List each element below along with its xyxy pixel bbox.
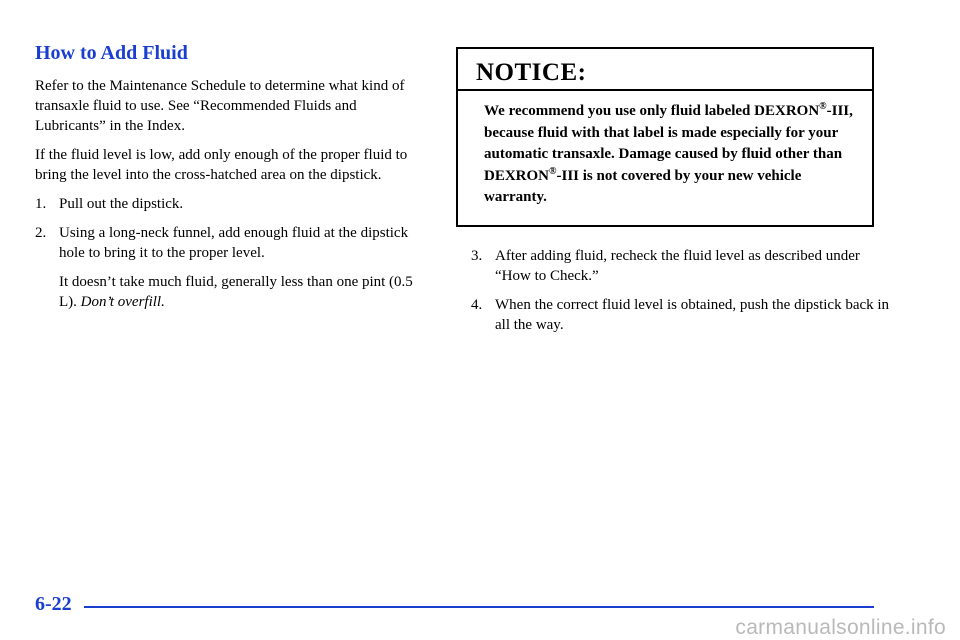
- step-text: Using a long-neck funnel, add enough fluid at the dipstick hole to bring it to the proper level.: [59, 225, 409, 261]
- step-number: 3.: [471, 248, 483, 264]
- registered-mark: ®: [549, 165, 557, 177]
- notice-text-1: We recommend you use only fluid labeled DEXRON: [484, 103, 820, 119]
- right-column: [471, 246, 891, 344]
- step-4: [471, 295, 891, 335]
- step-text: When the correct fluid level is obtained, push the dipstick back in all the way.: [495, 297, 890, 333]
- left-column: [35, 40, 430, 321]
- notice-body: [458, 91, 872, 209]
- notice-title: NOTICE:: [458, 49, 872, 91]
- step-number: 2.: [35, 225, 47, 241]
- step-text: Pull out the dipstick.: [59, 196, 184, 212]
- paragraph-fluid-level: If the fluid level is low, add only enough of the proper fluid to bring the level into the cross-hatched area on the dipstick.: [35, 147, 408, 183]
- notice-box: [456, 47, 874, 227]
- paragraph-maintenance: Refer to the Maintenance Schedule to determine what kind of transaxle fluid to use. See “Recommended Fluids and Lubricants” in the Index.: [35, 78, 405, 134]
- step-text: After adding fluid, recheck the fluid level as described under “How to Check.”: [495, 248, 860, 284]
- page-number: 6-22: [35, 593, 72, 615]
- footer-divider: [84, 606, 874, 608]
- notice-text-3: -III is not covered by your new vehicle warranty.: [484, 167, 802, 205]
- step-1: [35, 194, 430, 214]
- step-2: [35, 223, 430, 263]
- section-heading: How to Add Fluid: [35, 42, 188, 64]
- step-2-note-text: It doesn’t take much fluid, generally less than one pint (0.5 L).: [59, 274, 413, 310]
- watermark: carmanualsonline.info: [735, 616, 946, 639]
- step-3: [471, 246, 891, 286]
- registered-mark: ®: [819, 101, 827, 112]
- step-number: 4.: [471, 297, 483, 313]
- step-number: 1.: [35, 196, 47, 212]
- overfill-warning: Don’t overfill.: [80, 294, 165, 310]
- step-2-note: [59, 272, 430, 312]
- notice-text-2: -III, because fluid with that label is made especially for your automatic transaxle. Damage caused by fluid other than DEXRON: [484, 103, 853, 184]
